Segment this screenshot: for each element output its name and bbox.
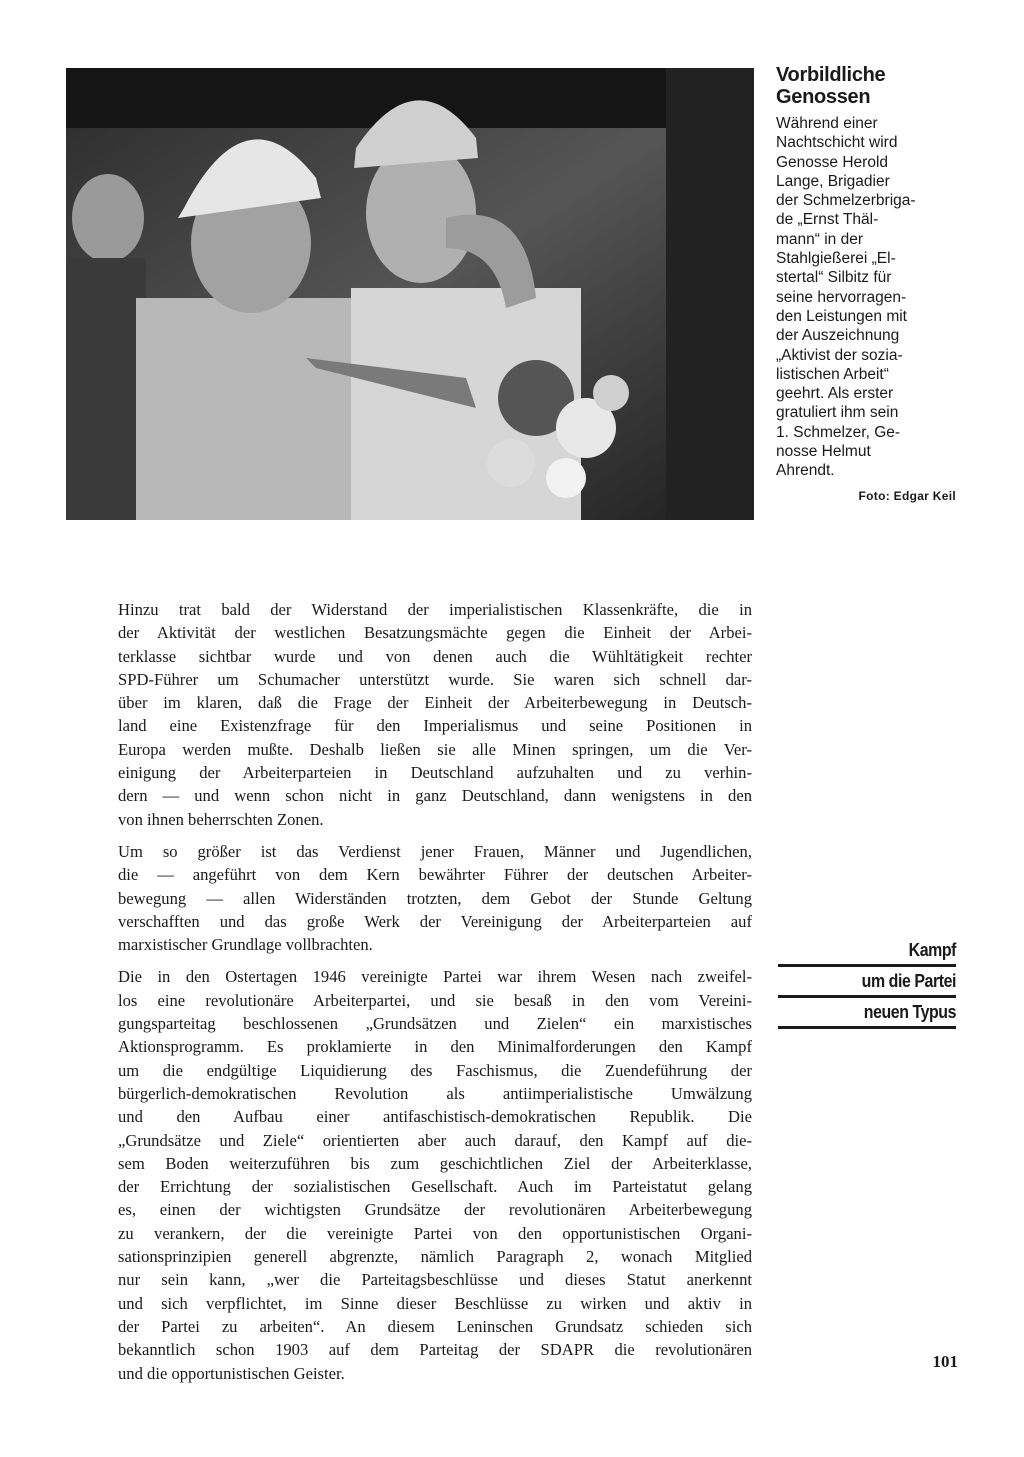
side-heading-line: neuen Typus	[863, 1001, 956, 1022]
caption-line: „Aktivist der sozia-	[776, 346, 903, 364]
side-heading-line: um die Partei	[861, 970, 956, 991]
caption-line: Ahrendt.	[776, 462, 835, 480]
text-line: verschafften und das große Werk der Vereinigung der Arbeiterparteien auf	[118, 911, 752, 931]
caption-line: nosse Helmut	[776, 443, 871, 461]
caption-line: Nachtschicht wird	[776, 134, 898, 152]
caption-line: gratuliert ihm sein	[776, 404, 899, 422]
text-line: land eine Existenzfrage für den Imperialismus und seine Positionen in	[118, 716, 752, 736]
photo-caption	[776, 64, 956, 503]
caption-line: listischen Arbeit“	[776, 365, 889, 383]
text-line: marxistischer Grundlage vollbrachten.	[118, 935, 373, 955]
text-line: SPD-Führer um Schumacher unterstützt wurde. Sie waren sich schnell dar-	[118, 669, 752, 689]
text-line: bekanntlich schon 1903 auf dem Parteitag der SDAPR die revolutionären	[118, 1340, 752, 1360]
text-line: sationsprinzipien generell abgrenzte, nämlich Paragraph 2, wonach Mitglied	[118, 1247, 752, 1267]
caption-line: Genosse Herold	[776, 153, 889, 171]
caption-line: stertal“ Silbitz für	[776, 269, 892, 287]
text-line: Hinzu trat bald der Widerstand der imperialistischen Klassenkräfte, die in	[118, 600, 752, 619]
paragraph-1	[118, 598, 752, 831]
text-line: zu verankern, der die vereinigte Partei von den opportunistischen Organi-	[118, 1223, 752, 1243]
text-line: Um so größer ist das Verdienst jener Frauen, Männer und Jugendlichen,	[118, 841, 752, 861]
text-line: die — angeführt von dem Kern bewährter Führer der deutschen Arbeiter-	[118, 865, 752, 885]
photo-image	[66, 68, 754, 520]
photo-image-illustration	[66, 68, 754, 520]
caption-line: Lange, Brigadier	[776, 172, 890, 190]
text-line: es, einen der wichtigsten Grundsätze der revolutionären Arbeiterbewegung	[118, 1200, 752, 1220]
paragraph-2	[118, 840, 752, 956]
text-line: der Partei zu arbeiten“. An diesem Leninschen Grundsatz schieden sich	[118, 1316, 752, 1336]
text-line: von ihnen beherrschten Zonen.	[118, 809, 324, 829]
caption-line: seine hervorragen-	[776, 288, 907, 306]
caption-line: de „Ernst Thäl-	[776, 211, 879, 229]
caption-line: mann“ in der	[776, 230, 864, 248]
caption-line: der Schmelzerbriga-	[776, 192, 916, 210]
caption-line: der Auszeichnung	[776, 327, 900, 345]
caption-title-line: Genossen	[776, 86, 871, 108]
caption-line: den Leistungen mit	[776, 307, 907, 325]
text-line: Aktionsprogramm. Es proklamierte in den Minimalforderungen den Kampf	[118, 1037, 752, 1057]
text-line: und sich verpflichtet, im Sinne dieser Beschlüsse zu wirken und aktiv in	[118, 1293, 752, 1313]
text-line: gungsparteitag beschlossenen „Grundsätzen und Zielen“ ein marxistisches	[118, 1014, 752, 1034]
text-line: „Grundsätze und Ziele“ orientierten aber auch darauf, den Kampf auf die-	[118, 1130, 752, 1150]
caption-line: Stahlgießerei „El-	[776, 250, 896, 268]
text-line: und den Aufbau einer antifaschistisch-demokratischen Republik. Die	[118, 1107, 752, 1127]
text-line: der Aktivität der westlichen Besatzungsmächte gegen die Einheit der Arbei-	[118, 623, 752, 643]
text-line: um die endgültige Liquidierung des Faschismus, die Zuendeführung der	[118, 1060, 752, 1080]
text-line: terklasse sichtbar wurde und von denen auch die Wühltätigkeit rechter	[118, 646, 752, 666]
text-line: einigung der Arbeiterparteien in Deutschland aufzuhalten und zu verhin-	[118, 763, 752, 783]
text-line: über im klaren, daß die Frage der Einheit der Arbeiterbewegung in Deutsch-	[118, 693, 752, 713]
side-heading-line: Kampf	[908, 939, 956, 960]
photo-credit: Foto: Edgar Keil	[858, 488, 956, 503]
page-number: 101	[932, 1352, 958, 1371]
divider	[778, 1026, 956, 1029]
text-line: los eine revolutionäre Arbeiterpartei, und sie besaß in den vom Vereini-	[118, 990, 752, 1010]
caption-line: geehrt. Als erster	[776, 385, 894, 403]
caption-text	[776, 114, 956, 481]
divider	[778, 995, 956, 998]
divider	[778, 964, 956, 967]
text-line: der Errichtung der sozialistischen Gesellschaft. Auch im Parteistatut gelang	[118, 1177, 752, 1197]
caption-line: 1. Schmelzer, Ge-	[776, 423, 901, 441]
caption-title-line: Vorbildliche	[776, 64, 886, 86]
caption-title	[776, 64, 956, 108]
text-line: Die in den Ostertagen 1946 vereinigte Partei war ihrem Wesen nach zweifel-	[118, 967, 752, 987]
text-line: nur sein kann, „wer die Parteitagsbeschlüsse und dieses Statut anerkennt	[118, 1270, 752, 1290]
text-line: sem Boden weiterzuführen bis zum geschichtlichen Ziel der Arbeiterklasse,	[118, 1153, 752, 1173]
body-text	[118, 598, 752, 1394]
side-heading	[778, 938, 956, 1031]
text-line: und die opportunistischen Geister.	[118, 1363, 345, 1383]
caption-line: Während einer	[776, 115, 878, 132]
text-line: bürgerlich-demokratischen Revolution als antiimperialistische Umwälzung	[118, 1083, 752, 1103]
text-line: dern — und wenn schon nicht in ganz Deutschland, dann wenigstens in den	[118, 786, 752, 806]
paragraph-3	[118, 965, 752, 1384]
text-line: Europa werden mußte. Deshalb ließen sie alle Minen springen, um die Ver-	[118, 739, 752, 759]
text-line: bewegung — allen Widerständen trotzten, dem Gebot der Stunde Geltung	[118, 888, 752, 908]
